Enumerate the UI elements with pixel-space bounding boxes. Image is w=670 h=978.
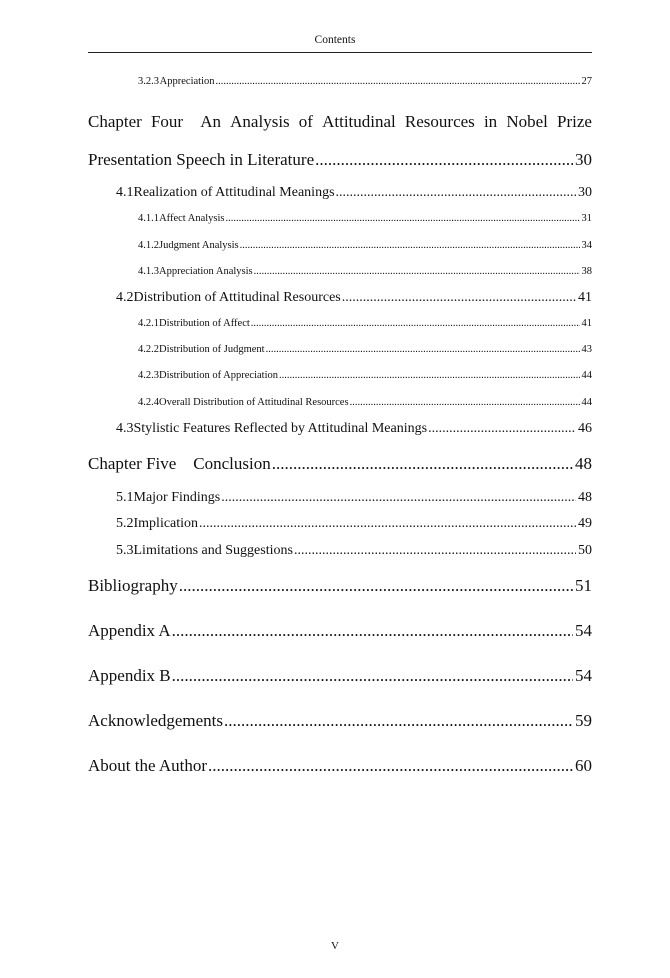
dot-leader [294,543,576,559]
toc-entry-chapter-four[interactable] [88,150,592,170]
page-number: 48 [575,454,592,473]
toc-entry-4-2-4[interactable] [138,397,592,408]
page-number: 44 [581,397,592,408]
dot-leader [208,756,573,776]
entry-title: Acknowledgements [88,711,224,730]
section-number: 4.2.3 [138,370,159,381]
entry-title: Implication [133,516,199,531]
heading-word: Attitudinal [322,112,396,131]
section-number: 4.2.1 [138,318,159,329]
section-number: 4.2 [116,290,134,305]
page-number: 54 [575,666,592,685]
page-number: 50 [578,543,592,558]
heading-word: in [483,112,498,131]
page-number: 60 [575,756,592,775]
section-number: 4.1.1 [138,213,159,224]
entry-title: Distribution of Appreciation [159,370,278,381]
entry-title: Distribution of Affect [159,318,250,329]
section-number: 4.1.3 [138,266,159,277]
section-number: 4.1 [116,185,134,200]
toc-entry-4-2-3[interactable] [138,370,592,381]
entry-title: Stylistic Features Reflected by Attitudinal Meanings [133,421,428,436]
header-rule [88,52,592,53]
page-number: 51 [575,576,592,595]
entry-title: Appendix A [88,621,171,640]
page-number: 44 [581,370,592,381]
dot-leader [254,266,580,277]
entry-title: Judgment Analysis [159,240,239,251]
entry-title: Major Findings [133,490,221,505]
section-number: 4.1.2 [138,240,159,251]
toc-entry-about-the-author[interactable] [88,756,592,776]
toc-entry-3-2-3[interactable] [138,76,592,87]
dot-leader [279,370,580,381]
page-number: 46 [578,421,592,436]
page-number: 43 [581,344,592,355]
dot-leader [266,344,580,355]
heading-word: Four [150,112,184,131]
toc-entry-chapter-five[interactable] [88,454,592,474]
toc-entry-5-1[interactable] [116,490,592,506]
page-footer-number: V [331,940,339,952]
dot-leader [272,454,573,474]
toc-entry-4-1-3[interactable] [138,266,592,277]
entry-title: Realization of Attitudinal Meanings [133,185,335,200]
section-number: 5.1 [116,490,134,505]
running-header: Contents [314,34,356,46]
toc-entry-bibliography[interactable] [88,576,592,596]
toc-entry-4-3[interactable] [116,421,592,437]
toc-entry-4-2[interactable] [116,290,592,306]
section-number: 5.3 [116,543,134,558]
toc-entry-4-1[interactable] [116,185,592,201]
heading-word: Nobel [506,112,548,131]
dot-leader [428,421,576,437]
dot-leader [215,76,579,87]
heading-word: of [298,112,313,131]
dot-leader [350,397,580,408]
page-number: 34 [581,240,592,251]
page-number: 41 [578,290,592,305]
entry-title: Chapter Five Conclusion [88,454,271,473]
dot-leader [342,290,576,306]
dot-leader [251,318,580,329]
dot-leader [336,185,576,201]
heading-word: Prize [557,112,592,131]
page-number: 27 [581,76,592,87]
toc-entry-5-2[interactable] [116,516,592,532]
dot-leader [315,150,573,170]
toc-entry-4-1-1[interactable] [138,213,592,224]
section-number: 4.3 [116,421,134,436]
heading-word: Resources [404,112,475,131]
dot-leader [221,490,576,506]
section-number: 5.2 [116,516,134,531]
entry-title: Distribution of Judgment [159,344,265,355]
page-number: 30 [578,185,592,200]
section-number: 4.2.4 [138,397,159,408]
page-number: 54 [575,621,592,640]
toc-entry-4-2-2[interactable] [138,344,592,355]
section-number: 3.2.3 [138,76,159,87]
heading-word: Analysis [230,112,290,131]
dot-leader [179,576,573,596]
page-number: 48 [578,490,592,505]
page-number: 31 [581,213,592,224]
entry-title: Bibliography [88,576,178,595]
toc-entry-acknowledgements[interactable] [88,711,592,731]
chapter-four-heading[interactable] [88,112,592,132]
entry-title: Appreciation Analysis [159,266,253,277]
toc-entry-4-2-1[interactable] [138,318,592,329]
entry-title: Limitations and Suggestions [133,543,293,558]
entry-title: Affect Analysis [159,213,225,224]
dot-leader [240,240,580,251]
toc-entry-4-1-2[interactable] [138,240,592,251]
dot-leader [199,516,576,532]
dot-leader [224,711,573,731]
page-number: 30 [575,150,592,169]
entry-title: Presentation Speech in Literature [88,150,315,169]
entry-title: About the Author [88,756,207,775]
page-number: 38 [581,266,592,277]
entry-title: Overall Distribution of Attitudinal Resources [159,397,349,408]
heading-word: An [200,112,222,131]
toc-entry-appendix-a[interactable] [88,621,592,641]
entry-title: Distribution of Attitudinal Resources [133,290,341,305]
dot-leader [172,666,573,686]
entry-title: Appendix B [88,666,171,685]
dot-leader [226,213,580,224]
section-number: 4.2.2 [138,344,159,355]
toc-entry-5-3[interactable] [116,543,592,559]
heading-word: Chapter [88,112,142,131]
dot-leader [172,621,573,641]
entry-title: Appreciation [159,76,215,87]
toc-entry-appendix-b[interactable] [88,666,592,686]
page-number: 41 [581,318,592,329]
page-number: 49 [578,516,592,531]
page-number: 59 [575,711,592,730]
